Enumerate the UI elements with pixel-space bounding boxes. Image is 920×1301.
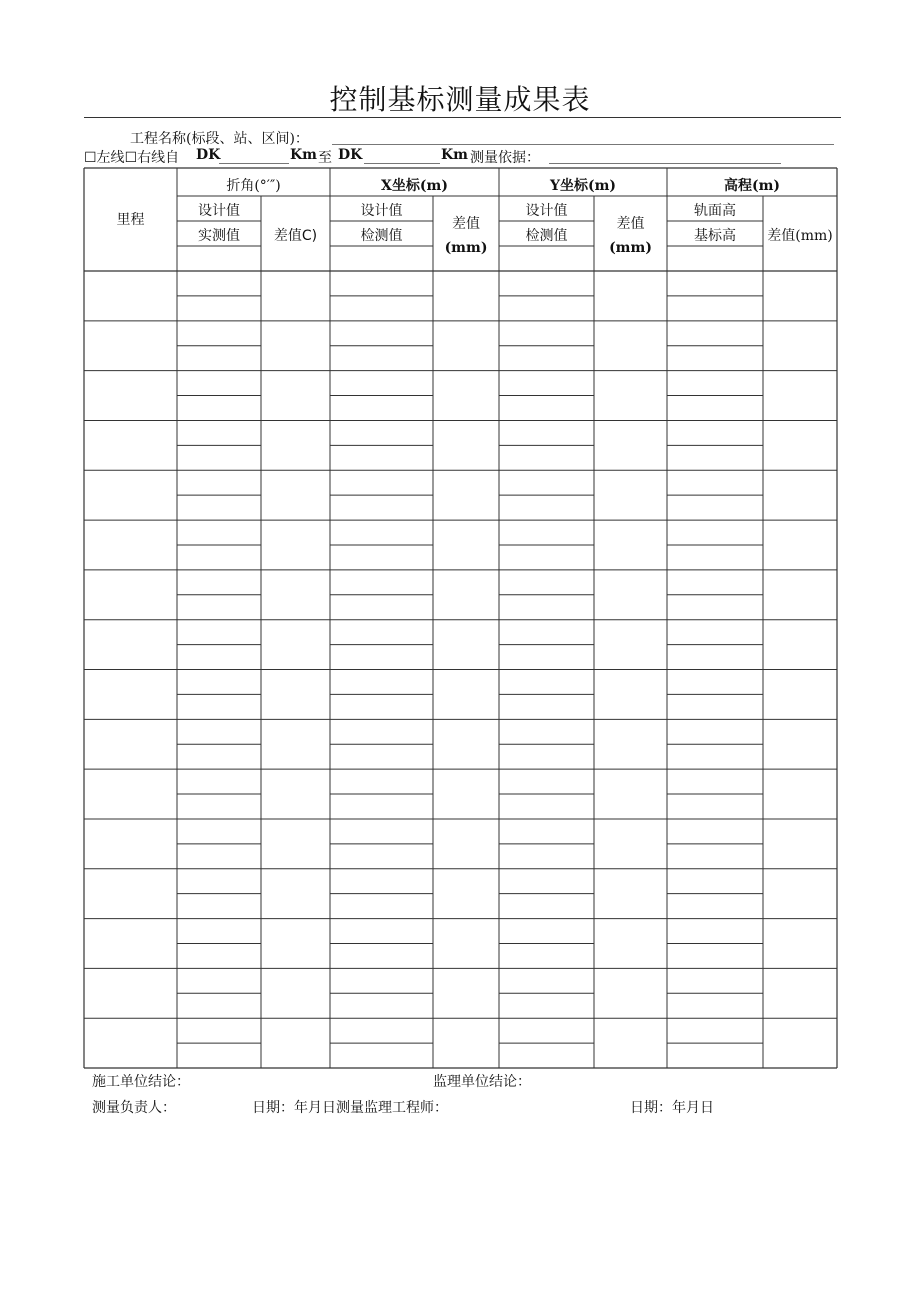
header-angle-design: 设计值: [198, 203, 240, 219]
header-y-diff-unit: (mm): [609, 240, 652, 256]
header-rail-top: 轨面高: [694, 203, 736, 219]
survey-basis-label: 测量依据：: [470, 150, 540, 166]
title-rule: [84, 117, 841, 118]
dk-start-label: DK: [196, 147, 221, 163]
project-name-label: 工程名称(标段、站、区间)：: [130, 131, 309, 147]
header-elevation-diff: 差值(mm): [767, 228, 833, 244]
header-x-diff: 差值: [452, 216, 480, 232]
to-label: 至: [318, 150, 332, 166]
date-label: 日期：年月日: [630, 1100, 714, 1116]
header-angle: 折角(°′″): [226, 178, 281, 194]
from-label: 自: [165, 150, 180, 166]
project-name-field[interactable]: [332, 144, 834, 145]
construction-conclusion-label: 施工单位结论：: [92, 1074, 190, 1090]
header-mileage: 里程: [116, 212, 145, 228]
header-y-check: 检测值: [525, 228, 568, 244]
dk-end-label: DK: [338, 147, 363, 163]
header-base-top: 基标高: [694, 228, 736, 244]
km-start-label: Km: [290, 147, 317, 163]
date-supervisor-label: 日期：年月日测量监理工程师：: [252, 1100, 448, 1116]
right-line-checkbox[interactable]: ☐右线: [124, 150, 166, 166]
km-end-label: Km: [441, 147, 468, 163]
dk-start-field[interactable]: [219, 163, 289, 164]
header-y-coord: Y坐标(m): [549, 178, 617, 194]
survey-person-label: 测量负责人：: [92, 1100, 176, 1116]
header-angle-measured: 实测值: [198, 228, 240, 244]
header-x-check: 检测值: [360, 228, 403, 244]
page-title: 控制基标测量成果表: [329, 83, 591, 116]
supervision-conclusion-label: 监理单位结论：: [433, 1074, 531, 1090]
survey-basis-field[interactable]: [549, 163, 781, 164]
header-x-design: 设计值: [360, 203, 403, 219]
header-x-diff-unit: (mm): [444, 240, 488, 256]
header-elevation: 高程(m): [723, 178, 781, 194]
header-y-design: 设计值: [525, 203, 568, 219]
header-x-coord: X坐标(m): [381, 178, 448, 194]
dk-end-field[interactable]: [364, 163, 440, 164]
left-line-checkbox[interactable]: ☐左线: [84, 150, 125, 166]
header-y-diff: 差值: [616, 216, 645, 232]
header-angle-diff: 差值C): [273, 228, 318, 244]
line-selection: [84, 147, 179, 167]
